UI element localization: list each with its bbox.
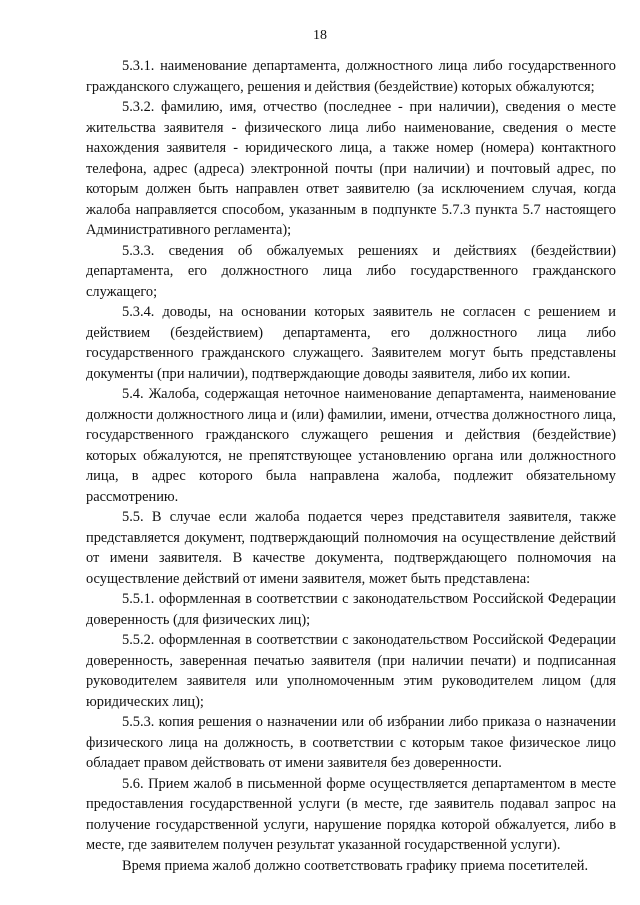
paragraph-5-6: 5.6. Прием жалоб в письменной форме осуществляется департаментом в месте предоставления государственной услуги (в месте, где заявитель подавал запрос на получение государственной услуги, нарушение порядка которой обжалуется, либо в месте, где заявителем получен результат указанной государственной услуги). [86, 775, 616, 853]
paragraph-reception-time: Время приема жалоб должно соответствовать графику приема посетителей. [122, 857, 589, 874]
paragraph-5-3-3: 5.3.3. сведения об обжалуемых решениях и действиях (бездействии) департамента, его должностного лица либо государственного гражданского служащего; [86, 242, 616, 300]
paragraph-5-5-3: 5.5.3. копия решения о назначении или об избрании либо приказа о назначении физического лица на должность, в соответствии с которым такое физическое лицо обладает правом действовать от имени заявителя без доверенности. [86, 714, 616, 771]
paragraph-5-5-1: 5.5.1. оформленная в соответствии с законодательством Российской Федерации доверенность (для физических лиц); [86, 591, 616, 628]
paragraph-5-5-2: 5.5.2. оформленная в соответствии с законодательством Российской Федерации доверенность, заверенная печатью заявителя (при наличии печати) и подписанная руководителем заявителя или уполномоченным этим руководителем лицом (для юридических лиц); [86, 632, 616, 710]
paragraph-5-4: 5.4. Жалоба, содержащая неточное наименование департамента, наименование должности должностного лица и (или) фамилии, имени, отчества должностного лица, государственного гражданского служащего решения и действия (бездействие) которых обжалуются, не препятствующее установлению органа или должностного лица, в адрес которого была направлена жалоба, подлежит обязательному рассмотрению. [86, 386, 616, 505]
paragraph-5-3-1: 5.3.1. наименование департамента, должностного лица либо государственного гражданского служащего, решения и действия (бездействие) которых обжалуются; [86, 58, 616, 95]
page-number: 18 [313, 28, 327, 43]
document-body [86, 56, 616, 876]
paragraph-5-3-4: 5.3.4. доводы, на основании которых заявитель не согласен с решением и действием (бездействием) департамента, его должностного лица либо государственного гражданского служащего. Заявителем могут быть представлены документы (при наличии), подтверждающие доводы заявителя, либо их копии. [86, 304, 616, 382]
paragraph-5-3-2: 5.3.2. фамилию, имя, отчество (последнее - при наличии), сведения о месте жительства заявителя - физического лица либо наименование, сведения о месте нахождения заявителя - юридического лица, а также номер (номера) контактного телефона, адрес (адреса) электронной почты (при наличии) и почтовый адрес, по которым должен быть направлен ответ заявителю (за исключением случая, когда жалоба направляется способом, указанным в подпункте 5.7.3 пункта 5.7 настоящего Административного регламента); [86, 99, 616, 238]
paragraph-5-5: 5.5. В случае если жалоба подается через представителя заявителя, также представляется документ, подтверждающий полномочия на осуществление действий от имени заявителя. В качестве документа, подтверждающего полномочия на осуществление действий от имени заявителя, может быть представлена: [86, 509, 616, 587]
